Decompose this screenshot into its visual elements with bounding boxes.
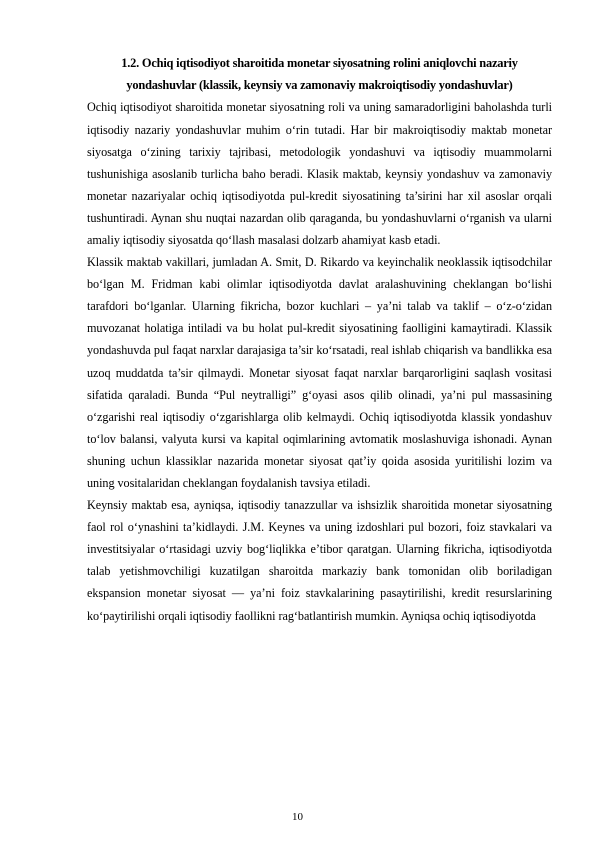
paragraph-classical-school: Klassik maktab vakillari, jumladan A. Smit, D. Rikardo va keyinchalik neoklassik iqtisodchilar bo‘lgan M. Fridman kabi olimlar iqtisodiyotda davlat aralashuvining cheklangan bo‘lishi tarafdori bo‘lganlar. Ularning fikricha, bozor kuchlari – ya’ni talab va taklif – o‘z-o‘zidan muvozanat holatiga intiladi va bu holat pul-kredit siyosatining faolligini kamaytiradi. Klassik yondashuvda pul faqat narxlar darajasiga ta’sir ko‘rsatadi, real ishlab chiqarish va bandlikka esa uzoq muddatda ta’sir qilmaydi. Monetar siyosat faqat narxlar barqarorligini saqlash vositasi sifatida qaraladi. Bunda “Pul neytralligi” g‘oyasi asos qilib olinadi, ya’ni pul massasining o‘zgarishi real iqtisodiy o‘zgarishlarga olib kelmaydi. Ochiq iqtisodiyotda klassik yondashuv to‘lov balansi, valyuta kursi va kapital oqimlarining avtomatik moslashuviga ishonadi. Aynan shuning uchun klassiklar nazarida monetar siyosat qat’iy qoida asosida yuritilishi lozim va uning vositalaridan cheklangan foydalanish tavsiya etiladi. bbox=[87, 255, 552, 490]
paragraph-intro: Ochiq iqtisodiyot sharoitida monetar siyosatning roli va uning samaradorligini baholashda turli iqtisodiy nazariy yondashuvlar muhim o‘rin tutadi. Har bir makroiqtisodiy maktab monetar siyosatga o‘zining tarixiy tajribasi, metodologik yondashuvi va iqtisodiy muammolarni tushunishiga asoslanib turlicha baho beradi. Klasik maktab, keynsiy yondashuv va zamonaviy monetar nazariyalar ochiq iqtisodiyotda pul-kredit siyosatining ta’sirini har xil asoslar orqali tushuntiradi. Aynan shu nuqtai nazardan olib qaraganda, bu yondashuvlarni o‘rganish va ularni amaliy iqtisodiy siyosatda qo‘llash masalasi dolzarb ahamiyat kasb etadi. bbox=[87, 100, 552, 247]
page-number: 10 bbox=[292, 811, 303, 823]
paragraph-keynesian-school: Keynsiy maktab esa, ayniqsa, iqtisodiy tanazzullar va ishsizlik sharoitida monetar siyosatning faol rol o‘ynashini ta’kidlaydi. J.M. Keynes va uning izdoshlari pul bozori, foiz stavkalari va investitsiyalar o‘rtasidagi uzviy bog‘liqlikka e’tibor qaratgan. Ularning fikricha, iqtisodiyotda talab yetishmovchiligi kuzatilgan sharoitda markaziy bank tomonidan olib boriladigan ekspansion monetar siyosat — ya’ni foiz stavkalarining pasaytirilishi, kredit resurslarining ko‘paytirilishi orqali iqtisodiy faollikni rag‘batlantirish mumkin. Ayniqsa ochiq iqtisodiyotda bbox=[87, 498, 552, 623]
document-page bbox=[87, 52, 552, 627]
section-heading: 1.2. Ochiq iqtisodiyot sharoitida monetar siyosatning rolini aniqlovchi nazariy yondashuvlar (klassik, keynsiy va zamonaviy makroiqtisodiy yondashuvlar) bbox=[121, 56, 518, 93]
